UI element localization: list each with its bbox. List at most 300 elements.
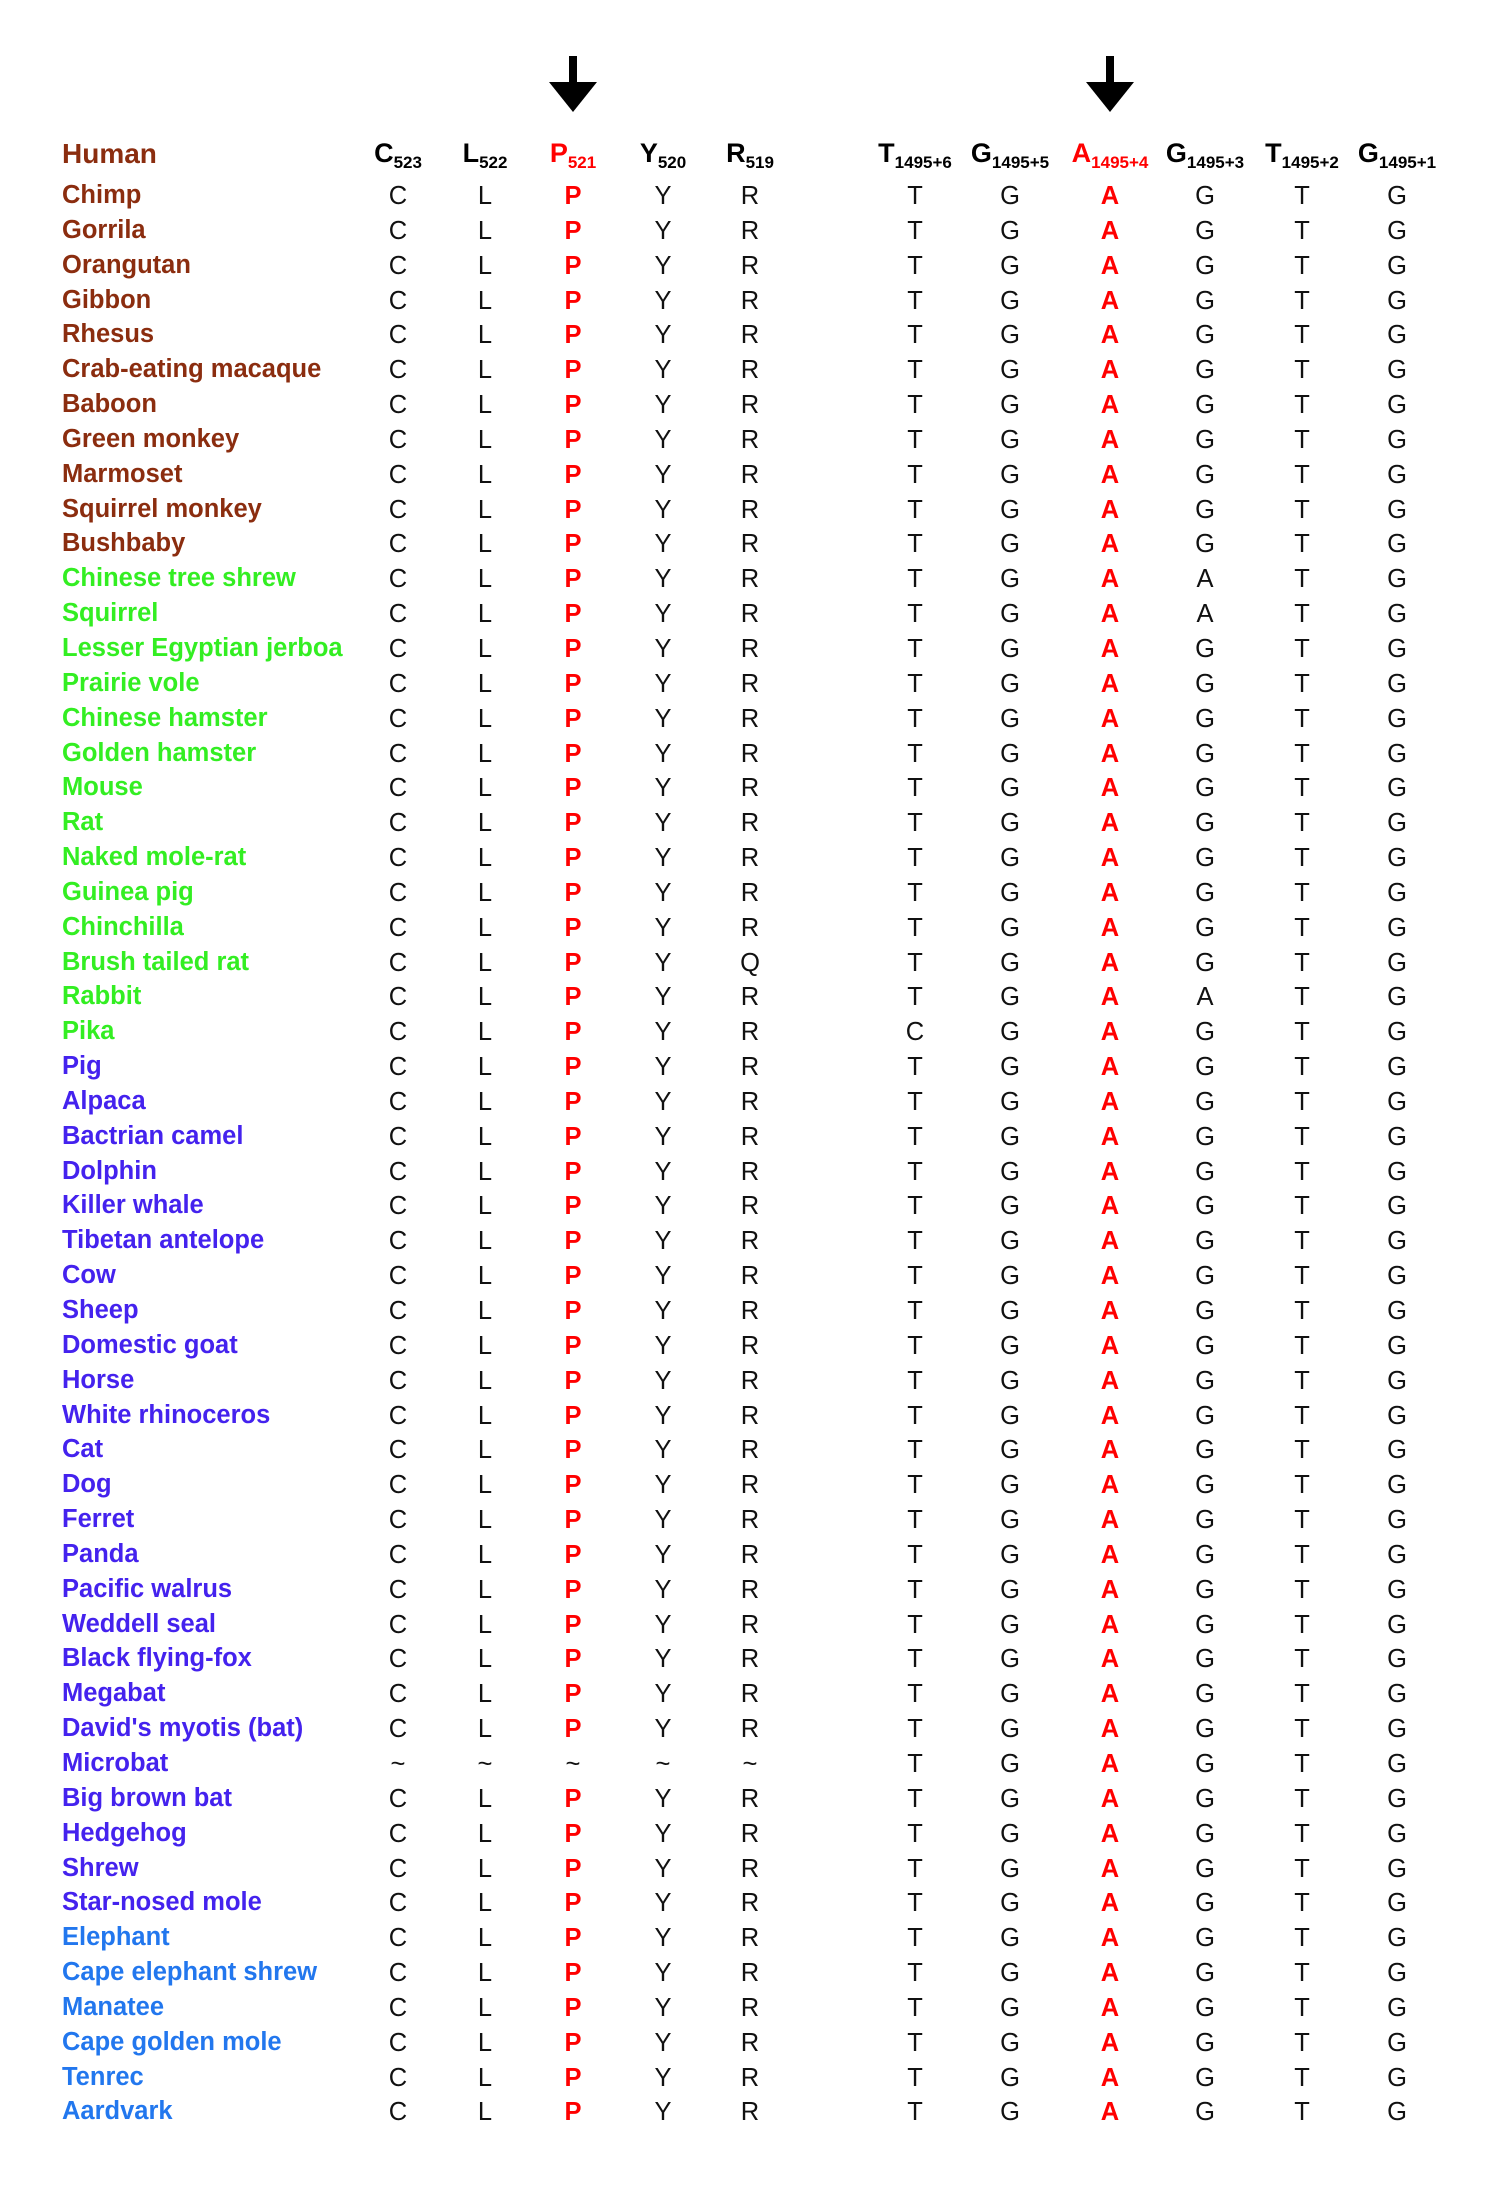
- residue-cell: Y: [654, 669, 672, 698]
- residue-cell: T: [1294, 1645, 1310, 1674]
- residue-cell: A: [1100, 286, 1120, 315]
- residue-cell: G: [1387, 1924, 1407, 1953]
- residue-cell: R: [740, 669, 760, 698]
- species-label: Cow: [62, 1261, 116, 1290]
- species-label: Star-nosed mole: [62, 1888, 262, 1917]
- species-label: Lesser Egyptian jerboa: [62, 633, 343, 662]
- residue-cell: T: [1294, 1610, 1310, 1639]
- alignment-row: [0, 667, 1500, 702]
- residue-cell: T: [1294, 1366, 1310, 1395]
- residue-cell: R: [740, 1610, 760, 1639]
- alignment-row: [0, 493, 1500, 528]
- residue-cell: G: [1195, 1192, 1215, 1221]
- column-header-residue: C: [374, 138, 394, 168]
- residue-cell: G: [1387, 600, 1407, 629]
- residue-cell: A: [1100, 634, 1120, 663]
- residue-cell: R: [740, 1889, 760, 1918]
- residue-cell: G: [1387, 1575, 1407, 1604]
- residue-cell: T: [907, 1854, 923, 1883]
- residue-cell: R: [740, 356, 760, 385]
- residue-cell: C: [388, 1680, 408, 1709]
- alignment-row: [0, 1852, 1500, 1887]
- residue-cell: L: [477, 1506, 493, 1535]
- residue-cell: T: [1294, 1122, 1310, 1151]
- species-label: Sheep: [62, 1296, 139, 1324]
- column-header-position: 519: [745, 153, 774, 172]
- column-header-residue: T: [1265, 138, 1282, 168]
- alignment-row: [0, 980, 1500, 1015]
- species-label: Marmoset: [62, 459, 183, 488]
- residue-cell: C: [388, 844, 408, 873]
- species-label: Gibbon: [62, 285, 152, 314]
- residue-cell: L: [477, 1819, 493, 1848]
- residue-cell: G: [1000, 1401, 1020, 1430]
- residue-cell: T: [907, 1749, 923, 1778]
- residue-cell: L: [477, 182, 493, 210]
- residue-cell: P: [564, 1227, 582, 1256]
- residue-cell: P: [564, 1053, 582, 1082]
- column-header-position: 520: [657, 153, 687, 172]
- residue-cell: G: [1000, 1610, 1020, 1639]
- residue-cell: G: [1387, 1506, 1407, 1535]
- residue-cell: T: [907, 1540, 923, 1569]
- residue-cell: L: [477, 1959, 493, 1988]
- residue-cell: T: [1294, 251, 1310, 280]
- residue-cell: P: [564, 1889, 582, 1918]
- column-header-residue: R: [726, 138, 746, 168]
- residue-cell: G: [1387, 844, 1407, 873]
- residue-cell: G: [1195, 1749, 1215, 1778]
- residue-cell: R: [740, 739, 760, 768]
- residue-cell: C: [388, 495, 408, 524]
- residue-cell: G: [1195, 286, 1215, 315]
- residue-cell: A: [1196, 565, 1214, 594]
- residue-cell: G: [1195, 774, 1215, 803]
- residue-cell: T: [1294, 1749, 1310, 1778]
- residue-cell: C: [388, 878, 408, 907]
- residue-cell: T: [1294, 1680, 1310, 1709]
- residue-cell: Y: [654, 1401, 672, 1430]
- residue-cell: R: [740, 1471, 760, 1500]
- residue-cell: G: [1000, 530, 1020, 559]
- residue-cell: T: [907, 1924, 923, 1953]
- residue-cell: G: [1000, 1889, 1020, 1918]
- residue-cell: R: [740, 1819, 760, 1848]
- residue-cell: ~: [655, 1749, 671, 1778]
- residue-cell: G: [1000, 1784, 1020, 1813]
- residue-cell: T: [1294, 1924, 1310, 1953]
- residue-cell: L: [477, 1331, 493, 1360]
- residue-cell: G: [1387, 2063, 1407, 2092]
- residue-cell: Y: [654, 1575, 672, 1604]
- residue-cell: T: [1294, 495, 1310, 524]
- species-label: Bushbaby: [62, 529, 186, 558]
- residue-cell: T: [907, 1053, 923, 1082]
- residue-cell: R: [740, 1018, 760, 1047]
- residue-cell: G: [1000, 1993, 1020, 2022]
- residue-cell: C: [388, 913, 408, 942]
- residue-cell: T: [907, 704, 923, 733]
- residue-cell: R: [740, 1401, 760, 1430]
- residue-cell: L: [477, 1471, 493, 1500]
- residue-cell: A: [1100, 600, 1120, 629]
- residue-cell: A: [1100, 1018, 1120, 1047]
- residue-cell: R: [740, 182, 760, 210]
- residue-cell: P: [564, 1018, 582, 1047]
- residue-cell: L: [477, 774, 493, 803]
- residue-cell: Y: [654, 1471, 672, 1500]
- residue-cell: P: [564, 1540, 582, 1569]
- residue-cell: R: [740, 1053, 760, 1082]
- residue-cell: ~: [390, 1749, 406, 1778]
- species-label: Gorrila: [62, 215, 146, 244]
- species-label: White rhinoceros: [62, 1400, 271, 1429]
- alignment-row: [0, 1189, 1500, 1224]
- residue-cell: R: [740, 251, 760, 280]
- species-label: Rhesus: [62, 320, 155, 349]
- residue-cell: C: [388, 983, 408, 1012]
- residue-cell: C: [388, 774, 408, 803]
- residue-cell: G: [1195, 1889, 1215, 1918]
- residue-cell: G: [1000, 634, 1020, 663]
- residue-cell: G: [1387, 460, 1407, 489]
- residue-cell: G: [1195, 913, 1215, 942]
- residue-cell: L: [477, 1087, 493, 1116]
- residue-cell: R: [740, 1854, 760, 1883]
- residue-cell: G: [1000, 1297, 1020, 1325]
- residue-cell: T: [1294, 2098, 1310, 2127]
- species-label: David's myotis (bat): [62, 1714, 304, 1743]
- residue-cell: R: [740, 1959, 760, 1988]
- residue-cell: Y: [654, 391, 672, 420]
- residue-cell: Y: [654, 913, 672, 942]
- species-label: Pig: [62, 1052, 102, 1081]
- species-label: Manatee: [62, 1992, 165, 2021]
- residue-cell: P: [564, 1506, 582, 1535]
- residue-cell: T: [907, 1436, 923, 1465]
- residue-cell: G: [1195, 1471, 1215, 1500]
- residue-cell: L: [477, 216, 493, 245]
- residue-cell: A: [1196, 983, 1214, 1012]
- residue-cell: G: [1000, 1471, 1020, 1500]
- residue-cell: Y: [654, 1018, 672, 1047]
- alignment-row: [0, 1329, 1500, 1364]
- residue-cell: T: [907, 1262, 923, 1291]
- residue-cell: C: [388, 739, 408, 768]
- residue-cell: R: [740, 495, 760, 524]
- residue-cell: A: [1100, 1889, 1120, 1918]
- residue-cell: G: [1195, 1540, 1215, 1569]
- residue-cell: A: [1100, 216, 1120, 245]
- residue-cell: L: [477, 1157, 493, 1186]
- residue-cell: R: [740, 983, 760, 1012]
- residue-cell: G: [1195, 425, 1215, 454]
- residue-cell: Y: [654, 1854, 672, 1883]
- residue-cell: Y: [654, 2098, 672, 2127]
- residue-cell: A: [1100, 1993, 1120, 2022]
- residue-cell: C: [388, 1366, 408, 1395]
- residue-cell: T: [1294, 1297, 1310, 1325]
- column-header-position: 1495+2: [1281, 153, 1339, 172]
- residue-cell: A: [1100, 1715, 1120, 1744]
- residue-cell: A: [1100, 1227, 1120, 1256]
- residue-cell: C: [388, 2028, 408, 2057]
- residue-cell: P: [564, 1610, 582, 1639]
- residue-cell: Y: [654, 844, 672, 873]
- residue-cell: R: [740, 1192, 760, 1221]
- residue-cell: L: [477, 669, 493, 698]
- residue-cell: T: [907, 1227, 923, 1256]
- residue-cell: Y: [654, 948, 672, 977]
- residue-cell: T: [1294, 878, 1310, 907]
- residue-cell: G: [1195, 1993, 1215, 2022]
- residue-cell: Y: [654, 1366, 672, 1395]
- residue-cell: G: [1387, 2098, 1407, 2127]
- residue-cell: T: [1294, 983, 1310, 1012]
- species-label: Killer whale: [62, 1191, 204, 1220]
- residue-cell: C: [388, 1575, 408, 1604]
- alignment-row: [0, 284, 1500, 319]
- residue-cell: G: [1387, 530, 1407, 559]
- alignment-row: [0, 1155, 1500, 1190]
- residue-cell: G: [1387, 1889, 1407, 1918]
- residue-cell: A: [1100, 530, 1120, 559]
- residue-cell: C: [388, 704, 408, 733]
- residue-cell: Y: [654, 1715, 672, 1744]
- species-label: Crab-eating macaque: [62, 355, 322, 384]
- residue-cell: T: [907, 739, 923, 768]
- residue-cell: T: [907, 1087, 923, 1116]
- residue-cell: T: [907, 844, 923, 873]
- residue-cell: R: [740, 530, 760, 559]
- residue-cell: L: [477, 983, 493, 1012]
- residue-cell: P: [564, 1924, 582, 1953]
- species-label: Microbat: [62, 1748, 169, 1777]
- residue-cell: T: [1294, 1854, 1310, 1883]
- reference-species-label: Human: [62, 138, 157, 169]
- residue-cell: G: [1387, 1401, 1407, 1430]
- residue-cell: T: [907, 530, 923, 559]
- residue-cell: G: [1387, 182, 1407, 210]
- alignment-row: [0, 527, 1500, 562]
- residue-cell: C: [388, 182, 408, 210]
- residue-cell: A: [1100, 913, 1120, 942]
- residue-cell: C: [388, 425, 408, 454]
- residue-cell: C: [388, 356, 408, 385]
- residue-cell: C: [905, 1018, 925, 1047]
- alignment-row: [0, 911, 1500, 946]
- species-label: Elephant: [62, 1923, 170, 1952]
- residue-cell: G: [1000, 1087, 1020, 1116]
- residue-cell: R: [740, 425, 760, 454]
- residue-cell: L: [477, 913, 493, 942]
- residue-cell: T: [907, 1297, 923, 1325]
- residue-cell: G: [1000, 286, 1020, 315]
- residue-cell: Y: [654, 1610, 672, 1639]
- residue-cell: C: [388, 600, 408, 629]
- residue-cell: P: [564, 1575, 582, 1604]
- residue-cell: G: [1000, 774, 1020, 803]
- residue-cell: A: [1100, 1122, 1120, 1151]
- residue-cell: T: [1294, 774, 1310, 803]
- column-header-residue: G: [1165, 138, 1187, 168]
- residue-cell: T: [907, 565, 923, 594]
- residue-cell: Y: [654, 1297, 672, 1325]
- species-label: Big brown bat: [62, 1783, 232, 1812]
- residue-cell: T: [1294, 1784, 1310, 1813]
- residue-cell: T: [1294, 739, 1310, 768]
- residue-cell: G: [1000, 1680, 1020, 1709]
- residue-cell: G: [1387, 878, 1407, 907]
- residue-cell: G: [1387, 1993, 1407, 2022]
- residue-cell: A: [1100, 1436, 1120, 1465]
- column-header-residue: Y: [639, 138, 658, 168]
- residue-cell: G: [1195, 1575, 1215, 1604]
- residue-cell: G: [1000, 425, 1020, 454]
- residue-cell: L: [477, 1018, 493, 1047]
- residue-cell: A: [1100, 1297, 1120, 1325]
- residue-cell: T: [907, 356, 923, 385]
- residue-cell: G: [1000, 1645, 1020, 1674]
- residue-cell: ~: [477, 1749, 493, 1778]
- residue-cell: T: [907, 2063, 923, 2092]
- residue-cell: Y: [654, 1924, 672, 1953]
- residue-cell: C: [388, 1889, 408, 1918]
- residue-cell: T: [907, 600, 923, 629]
- alignment-row: [0, 1433, 1500, 1468]
- residue-cell: G: [1195, 2098, 1215, 2127]
- residue-cell: Y: [654, 1540, 672, 1569]
- residue-cell: C: [388, 251, 408, 280]
- residue-cell: T: [1294, 1227, 1310, 1256]
- residue-cell: C: [388, 1331, 408, 1360]
- alignment-row: [0, 353, 1500, 388]
- residue-cell: A: [1100, 669, 1120, 698]
- species-label: Naked mole-rat: [62, 843, 247, 872]
- residue-cell: P: [564, 1854, 582, 1883]
- residue-cell: P: [564, 1819, 582, 1848]
- residue-cell: Y: [654, 1993, 672, 2022]
- residue-cell: G: [1387, 1680, 1407, 1709]
- residue-cell: T: [1294, 948, 1310, 977]
- species-label: Chinese hamster: [62, 703, 268, 732]
- residue-cell: C: [388, 1993, 408, 2022]
- residue-cell: G: [1000, 983, 1020, 1012]
- residue-cell: T: [1294, 1262, 1310, 1291]
- residue-cell: T: [907, 391, 923, 420]
- residue-cell: G: [1387, 634, 1407, 663]
- arrow-down-icon: [1086, 56, 1134, 112]
- residue-cell: G: [1387, 1366, 1407, 1395]
- residue-cell: G: [1387, 983, 1407, 1012]
- residue-cell: G: [1387, 1854, 1407, 1883]
- residue-cell: G: [1000, 1924, 1020, 1953]
- alignment-row: [0, 1573, 1500, 1608]
- residue-cell: G: [1387, 1959, 1407, 1988]
- residue-cell: Y: [654, 2063, 672, 2092]
- alignment-row: [0, 1399, 1500, 1434]
- residue-cell: T: [907, 182, 923, 210]
- residue-cell: G: [1195, 391, 1215, 420]
- residue-cell: A: [1100, 251, 1120, 280]
- residue-cell: P: [564, 634, 582, 663]
- residue-cell: P: [564, 1715, 582, 1744]
- alignment-row: [0, 214, 1500, 249]
- residue-cell: T: [907, 1331, 923, 1360]
- residue-cell: T: [1294, 1471, 1310, 1500]
- column-header-position: 1495+5: [991, 153, 1050, 172]
- residue-cell: R: [740, 1366, 760, 1395]
- residue-cell: G: [1387, 1331, 1407, 1360]
- residue-cell: L: [477, 1889, 493, 1918]
- residue-cell: T: [907, 983, 923, 1012]
- column-header-position: 1495+3: [1186, 153, 1245, 172]
- residue-cell: C: [388, 2098, 408, 2127]
- species-label: Dog: [62, 1470, 112, 1499]
- residue-cell: T: [907, 1993, 923, 2022]
- residue-cell: T: [907, 1715, 923, 1744]
- alignment-row: [0, 1642, 1500, 1677]
- residue-cell: P: [564, 983, 582, 1012]
- residue-cell: G: [1195, 1087, 1215, 1116]
- residue-cell: P: [564, 460, 582, 489]
- residue-cell: G: [1000, 1122, 1020, 1151]
- residue-cell: P: [564, 1645, 582, 1674]
- alignment-rows: [0, 179, 1500, 2130]
- residue-cell: G: [1000, 1436, 1020, 1465]
- residue-cell: G: [1000, 1366, 1020, 1395]
- residue-cell: G: [1000, 251, 1020, 280]
- residue-cell: G: [1387, 1297, 1407, 1325]
- residue-cell: L: [477, 391, 493, 420]
- alignment-row: [0, 1364, 1500, 1399]
- residue-cell: T: [1294, 1401, 1310, 1430]
- residue-cell: Y: [654, 1331, 672, 1360]
- residue-cell: T: [1294, 1959, 1310, 1988]
- residue-cell: T: [1294, 1715, 1310, 1744]
- residue-cell: C: [388, 634, 408, 663]
- residue-cell: C: [388, 530, 408, 559]
- species-label: Domestic goat: [62, 1330, 238, 1359]
- residue-cell: Y: [654, 1053, 672, 1082]
- residue-cell: G: [1195, 1053, 1215, 1082]
- residue-cell: R: [740, 1540, 760, 1569]
- column-header-residue: G: [970, 138, 992, 168]
- residue-cell: C: [388, 1436, 408, 1465]
- column-header-residue: L: [462, 138, 480, 168]
- residue-cell: P: [564, 1471, 582, 1500]
- alignment-row: [0, 562, 1500, 597]
- residue-cell: T: [907, 809, 923, 838]
- residue-cell: G: [1195, 1018, 1215, 1047]
- residue-cell: P: [564, 530, 582, 559]
- residue-cell: T: [907, 913, 923, 942]
- residue-cell: T: [1294, 216, 1310, 245]
- residue-cell: G: [1195, 1819, 1215, 1848]
- alignment-row: [0, 876, 1500, 911]
- residue-cell: Y: [654, 1819, 672, 1848]
- residue-cell: C: [388, 1262, 408, 1291]
- residue-cell: A: [1100, 1784, 1120, 1813]
- residue-cell: A: [1100, 2028, 1120, 2057]
- residue-cell: P: [564, 1087, 582, 1116]
- residue-cell: ~: [565, 1749, 581, 1778]
- alignment-row: [0, 1608, 1500, 1643]
- residue-cell: R: [740, 460, 760, 489]
- alignment-row: [0, 458, 1500, 493]
- residue-cell: T: [1294, 1331, 1310, 1360]
- residue-cell: T: [907, 1366, 923, 1395]
